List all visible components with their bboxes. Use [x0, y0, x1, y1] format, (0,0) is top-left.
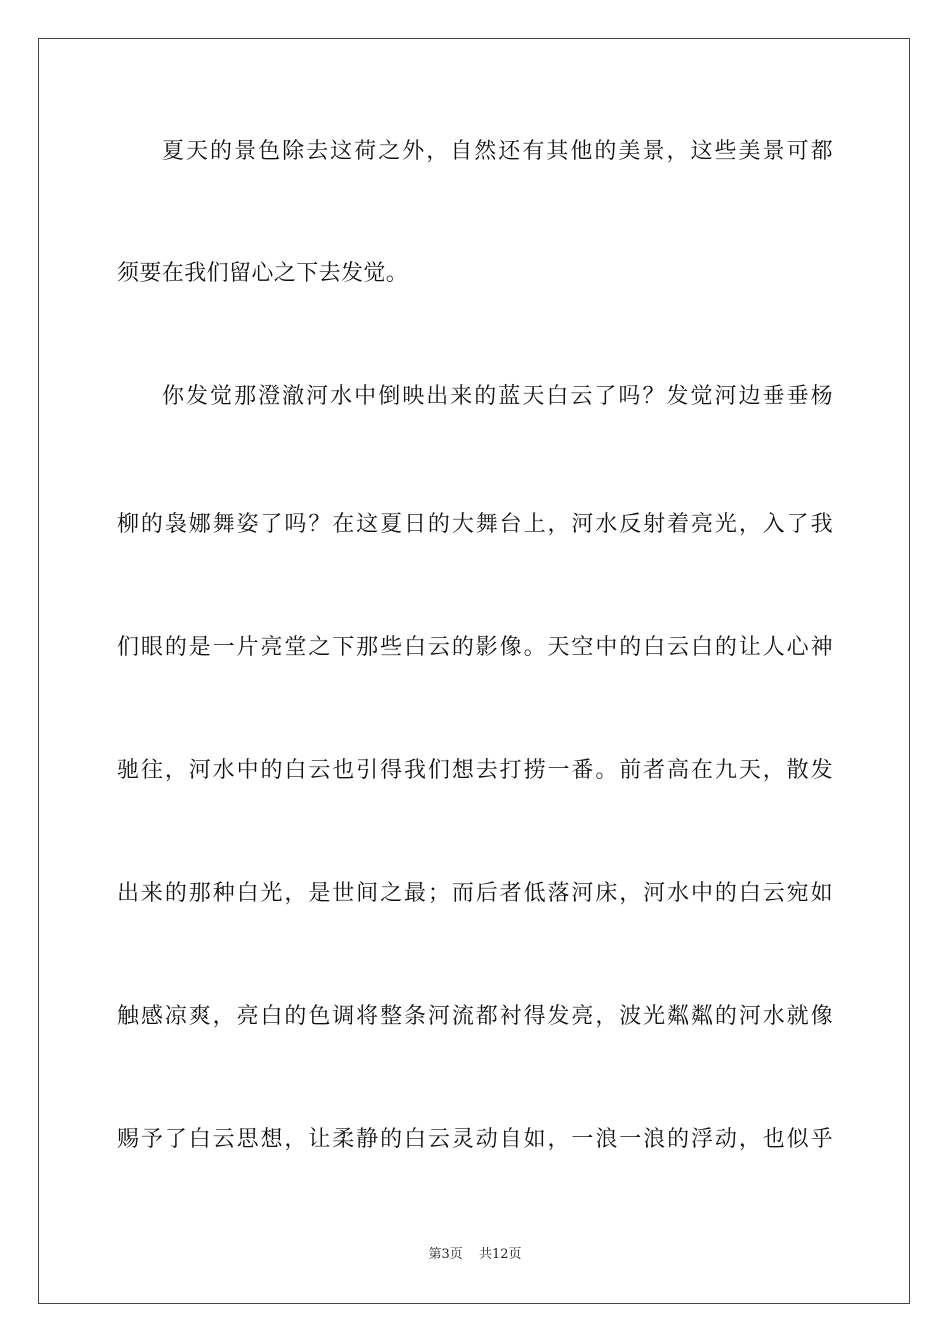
paragraph-2-line-1: 你发觉那澄澈河水中倒映出来的蓝天白云了吗？发觉河边垂垂杨: [162, 384, 833, 409]
paragraph-1-line-2: 须要在我们留心之下去发觉。: [117, 261, 409, 286]
paragraph-2-line-2: 柳的袅娜舞姿了吗？在这夏日的大舞台上，河水反射着亮光，入了我: [117, 512, 833, 537]
paragraph-2-line-3: 们眼的是一片亮堂之下那些白云的影像。天空中的白云白的让人心神: [117, 635, 833, 660]
paragraph-2-line-7: 赐予了白云思想，让柔静的白云灵动自如，一浪一浪的浮动，也似乎: [117, 1127, 833, 1152]
paragraph-2-line-5: 出来的那种白光，是世间之最；而后者低落河床，河水中的白云宛如: [117, 881, 833, 906]
paragraph-2-line-4: 驰往，河水中的白云也引得我们想去打捞一番。前者高在九天，散发: [117, 758, 833, 783]
current-page-number: 第3页: [428, 1247, 463, 1262]
page-footer: [0, 1246, 950, 1264]
paragraph-2-line-6: 触感凉爽，亮白的色调将整条河流都衬得发亮，波光粼粼的河水就像: [117, 1004, 833, 1029]
total-page-count: 共12页: [478, 1247, 522, 1262]
page-border: [38, 38, 910, 1304]
paragraph-1-line-1: 夏天的景色除去这荷之外，自然还有其他的美景，这些美景可都: [162, 139, 833, 164]
